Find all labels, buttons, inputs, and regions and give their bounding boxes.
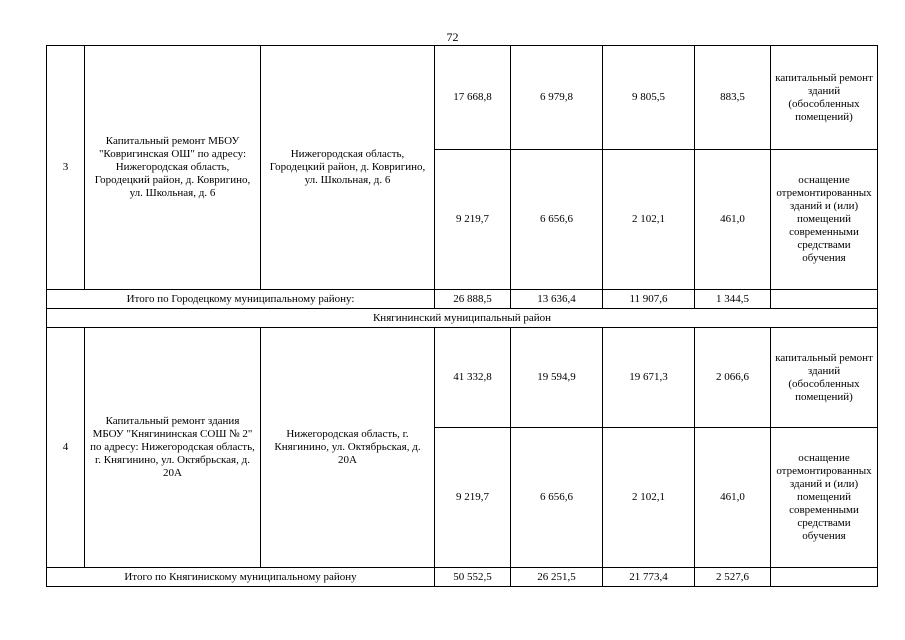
funding-table [46, 45, 878, 587]
amount-3: 461,0 [695, 428, 771, 568]
section-title: Княгининский муниципальный район [47, 309, 878, 328]
table-row [47, 46, 878, 150]
total-amount: 9 219,7 [435, 150, 511, 290]
subtotal-total: 50 552,5 [435, 568, 511, 587]
subtotal-empty [771, 290, 878, 309]
table-row [47, 328, 878, 428]
work-type: капитальный ремонт зданий (обособленных помещений) [771, 328, 878, 428]
amount-1: 6 979,8 [511, 46, 603, 150]
page-number: 72 [446, 30, 459, 44]
subtotal-label: Итого по Княгинискому муниципальному району [47, 568, 435, 587]
work-type: капитальный ремонт зданий (обособленных помещений) [771, 46, 878, 150]
total-amount: 9 219,7 [435, 428, 511, 568]
work-type: оснащение отремонтированных зданий и (или) помещений современными средствами обучения [771, 428, 878, 568]
object-description: Капитальный ремонт здания МБОУ "Княгининская СОШ № 2" по адресу: Нижегородская область, г. Княгинино, ул. Октябрьская, д. 20А [85, 328, 261, 568]
amount-1: 19 594,9 [511, 328, 603, 428]
subtotal-row [47, 568, 878, 587]
amount-3: 461,0 [695, 150, 771, 290]
total-amount: 17 668,8 [435, 46, 511, 150]
section-header-row [47, 309, 878, 328]
object-description: Капитальный ремонт МБОУ "Ковригинская ОШ" по адресу: Нижегородская область, Городецкий район, д. Ковригино, ул. Школьная, д. 6 [85, 46, 261, 290]
subtotal-amount-3: 2 527,6 [695, 568, 771, 587]
amount-3: 883,5 [695, 46, 771, 150]
amount-1: 6 656,6 [511, 150, 603, 290]
object-address: Нижегородская область, Городецкий район, д. Ковригино, ул. Школьная, д. 6 [261, 46, 435, 290]
subtotal-total: 26 888,5 [435, 290, 511, 309]
subtotal-amount-1: 13 636,4 [511, 290, 603, 309]
subtotal-label: Итого по Городецкому муниципальному району: [47, 290, 435, 309]
object-address: Нижегородская область, г. Княгинино, ул. Октябрьская, д. 20А [261, 328, 435, 568]
amount-2: 2 102,1 [603, 428, 695, 568]
subtotal-empty [771, 568, 878, 587]
subtotal-amount-2: 21 773,4 [603, 568, 695, 587]
amount-2: 9 805,5 [603, 46, 695, 150]
amount-2: 19 671,3 [603, 328, 695, 428]
subtotal-amount-2: 11 907,6 [603, 290, 695, 309]
amount-3: 2 066,6 [695, 328, 771, 428]
total-amount: 41 332,8 [435, 328, 511, 428]
subtotal-row [47, 290, 878, 309]
subtotal-amount-3: 1 344,5 [695, 290, 771, 309]
amount-1: 6 656,6 [511, 428, 603, 568]
subtotal-amount-1: 26 251,5 [511, 568, 603, 587]
amount-2: 2 102,1 [603, 150, 695, 290]
work-type: оснащение отремонтированных зданий и (или) помещений современными средствами обучения [771, 150, 878, 290]
row-number: 3 [47, 46, 85, 290]
row-number: 4 [47, 328, 85, 568]
